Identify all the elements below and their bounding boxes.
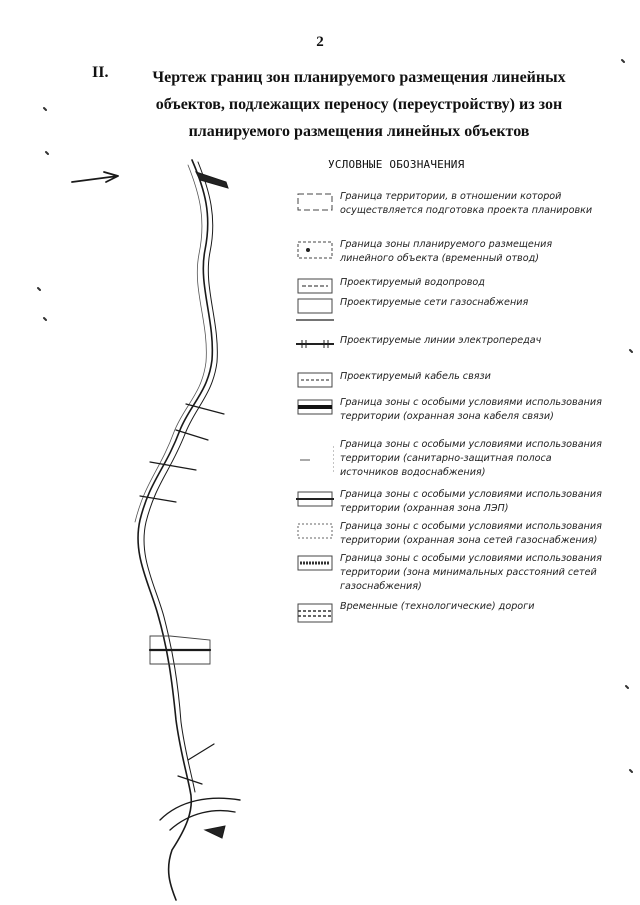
gas-protection-zone-symbol [296, 520, 334, 544]
legend-label: Временные (технологические) дороги [340, 601, 535, 612]
legend-label: Граница зоны с особыми условиями использования территории (охранная зона ЛЭП) [340, 489, 602, 514]
legend-label: Проектируемые линии электропередач [340, 335, 542, 346]
legend-label: Граница зоны с особыми условиями использования территории (охранная зона сетей газоснабжения) [340, 521, 602, 546]
sanitary-zone-symbol [296, 438, 334, 482]
cable-protection-zone-symbol [296, 396, 334, 420]
section-number: II. [92, 64, 109, 81]
water-pipeline-symbol [296, 276, 334, 296]
legend-label: Проектируемые сети газоснабжения [340, 297, 529, 308]
legend-title: УСЛОВНЫЕ ОБОЗНАЧЕНИЯ [328, 158, 465, 171]
route-line-edge [135, 165, 206, 522]
temporary-road-symbol [296, 600, 334, 628]
legend-label: Граница зоны с особыми условиями использования территории (зона минимальных расстояний сетей газоснабжения) [340, 553, 602, 592]
planning-boundary-symbol [296, 190, 334, 214]
legend-label: Проектируемый кабель связи [340, 371, 491, 382]
legend-label: Граница зоны планируемого размещения линейного объекта (временный отвод) [340, 239, 553, 264]
route-line-inner [144, 162, 217, 792]
page-number: 2 [316, 34, 324, 50]
section-heading: Чертеж границ зон планируемого размещения линейных объектов, подлежащих переносу (переустройству) из зон планируемого размещения линейных объектов [152, 69, 566, 140]
legend-label: Проектируемый водопровод [340, 277, 485, 288]
gas-minimum-distance-zone-symbol [296, 552, 334, 576]
legend-label: Граница зоны с особыми условиями использования территории (санитарно-защитная полоса источников водоснабжения) [340, 439, 602, 478]
power-line-symbol [296, 334, 334, 358]
gas-network-symbol [296, 296, 334, 324]
legend-label: Граница территории, в отношении которой осуществляется подготовка проекта планировки [340, 191, 593, 216]
route-line-outer [138, 160, 212, 900]
temporary-allotment-symbol [296, 238, 334, 262]
communication-cable-symbol [296, 370, 334, 390]
power-line-zone-symbol [296, 488, 334, 512]
legend-label: Граница зоны с особыми условиями использования территории (охранная зона кабеля связи) [340, 397, 602, 422]
